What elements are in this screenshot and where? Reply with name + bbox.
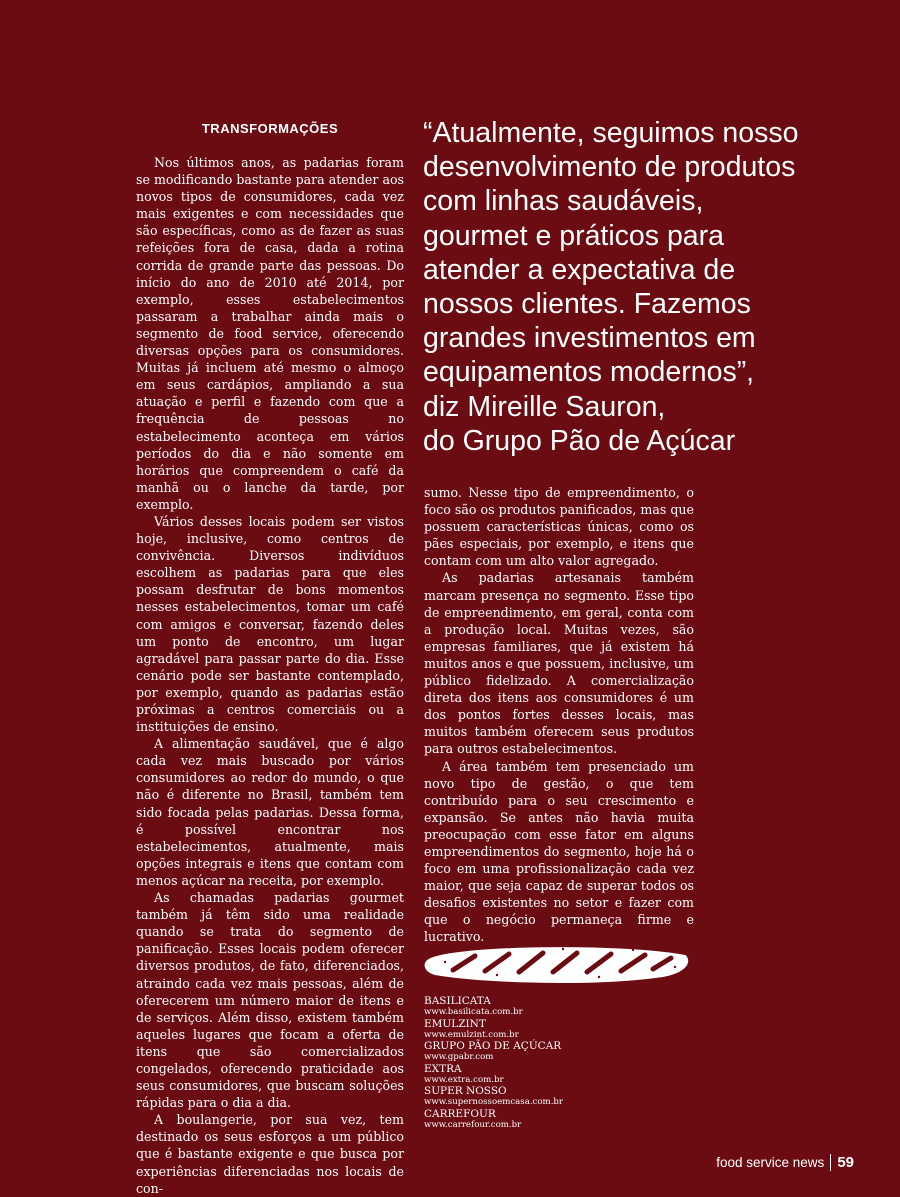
reference-url[interactable]: www.extra.com.br: [424, 1074, 504, 1085]
quote-line: diz Mireille Sauron,: [423, 390, 666, 423]
quote-line: desenvolvimento de produtos: [423, 151, 796, 184]
right-body-text: [424, 484, 694, 946]
references-list: [424, 995, 684, 1130]
paragraph: A boulangerie, por sua vez, tem destinado os seus esforços a um público que é bastante exigente e que busca por experiências diferenciadas nos locais de con-: [136, 1112, 404, 1196]
section-heading: TRANSFORMAÇÕES: [201, 121, 339, 136]
paragraph: Vários desses locais podem ser vistos hoje, inclusive, como centros de convivência. Diversos indivíduos escolhem as padarias para que eles possam desfrutar de bons momentos nesses estabelecimentos, tomar um café com amigos e conversar, fazendo deles um ponto de encontro, um lugar agradável para passar parte do dia. Esse cenário pode ser bastante contemplado, por exemplo, quando as padarias estão próximas a centros comerciais ou a instituições de ensino.: [136, 513, 404, 735]
publication-name: food service news: [716, 1155, 825, 1170]
reference-url[interactable]: www.emulzint.com.br: [424, 1029, 519, 1040]
paragraph: A área também tem presenciado um novo tipo de gestão, o que tem contribuído para o seu crescimento e expansão. Se antes não havia muita preocupação com esse fator em alguns empreendimentos do segmento, hoje há o foco em uma profissionalização cada vez maior, que seja capaz de superar todos os desafios existentes no setor e fazer com que o negócio permaneça firme e lucrativo.: [424, 758, 694, 945]
paragraph: As chamadas padarias gourmet também já têm sido uma realidade quando se trata do segmento de panificação. Esses locais podem oferecer diversos produtos, de fato, diferenciados, atraindo cada vez mais pessoas, além de oferecerem um número maior de itens e de serviços. Além disso, existem também aqueles lugares que focam a oferta de itens que são comercializados congelados, oferecendo praticidade aos seus consumidores, que buscam soluções rápidas para o dia a dia.: [136, 890, 404, 1111]
paragraph: A alimentação saudável, que é algo cada vez mais buscado por vários consumidores ao redor do mundo, o que não é diferente no Brasil, também tem sido focada pelas padarias. Dessa forma, é possível encontrar nos estabelecimentos, atualmente, mais opções integrais e itens que contam com menos açúcar na receita, por exemplo.: [136, 736, 404, 888]
baguette-icon: [423, 940, 691, 985]
quote-line: equipamentos modernos”,: [423, 356, 755, 389]
page-footer: [716, 1154, 854, 1171]
paragraph: Nos últimos anos, as padarias foram se modificando bastante para atender aos novos tipos de consumidores, cada vez mais exigentes e com necessidades que são específicas, como as de fazer as suas refeições fora de casa, dada a rotina corrida de grande parte das pessoas. Do início do ano de 2010 até 2014, por exemplo, esses estabelecimentos passaram a trabalhar ainda mais o segmento de food service, oferecendo diversas opções para os consumidores. Muitas já incluem até mesmo o almoço em seus cardápios, ampliando a sua atuação e perfil e fazendo com que a frequência de pessoas no estabelecimento aconteça em vários períodos do dia e não somente em horários que compreendem o café da manhã ou o lanche da tarde, por exemplo.: [136, 155, 404, 512]
quote-line: atender a expectativa de: [423, 253, 736, 286]
quote-line: “Atualmente, seguimos nosso: [423, 117, 799, 149]
quote-line: gourmet e práticos para: [423, 219, 724, 252]
reference-url[interactable]: www.carrefour.com.br: [424, 1119, 522, 1130]
paragraph: sumo. Nesse tipo de empreendimento, o foco são os produtos panificados, mas que possuem características únicas, como os pães especiais, por exemplo, e itens que contam com um alto valor agregado.: [424, 485, 694, 569]
quote-line: nossos clientes. Fazemos: [423, 288, 751, 321]
reference-name: EMULZINT: [424, 1017, 486, 1030]
page-number: 59: [837, 1154, 854, 1171]
reference-url[interactable]: www.supernossoemcasa.com.br: [424, 1097, 564, 1107]
reference-url[interactable]: www.gpabr.com: [424, 1052, 494, 1062]
reference-name: EXTRA: [424, 1062, 462, 1075]
paragraph: As padarias artesanais também marcam presença no segmento. Esse tipo de empreendimento, em geral, conta com a produção local. Muitas vezes, são empresas familiares, que já existem há muitos anos e que possuem, inclusive, um público fidelizado. A comercialização direta dos itens aos consumidores é um dos pontos fortes desses locais, mas muitos também oferecem seus produtos para outros estabelecimentos.: [424, 570, 694, 757]
quote-line: com linhas saudáveis,: [423, 185, 704, 218]
reference-name: GRUPO PÃO DE AÇÚCAR: [424, 1040, 562, 1052]
left-body-text: [136, 154, 404, 1197]
reference-name: BASILICATA: [424, 995, 491, 1007]
pull-quote: [423, 116, 863, 458]
footer-divider: [830, 1154, 831, 1171]
quote-line: do Grupo Pão de Açúcar: [423, 424, 736, 457]
reference-name: SUPER NOSSO: [424, 1085, 507, 1097]
reference-name: CARREFOUR: [424, 1107, 496, 1120]
reference-url[interactable]: www.basilicata.com.br: [424, 1007, 523, 1017]
quote-line: grandes investimentos em: [423, 322, 756, 355]
